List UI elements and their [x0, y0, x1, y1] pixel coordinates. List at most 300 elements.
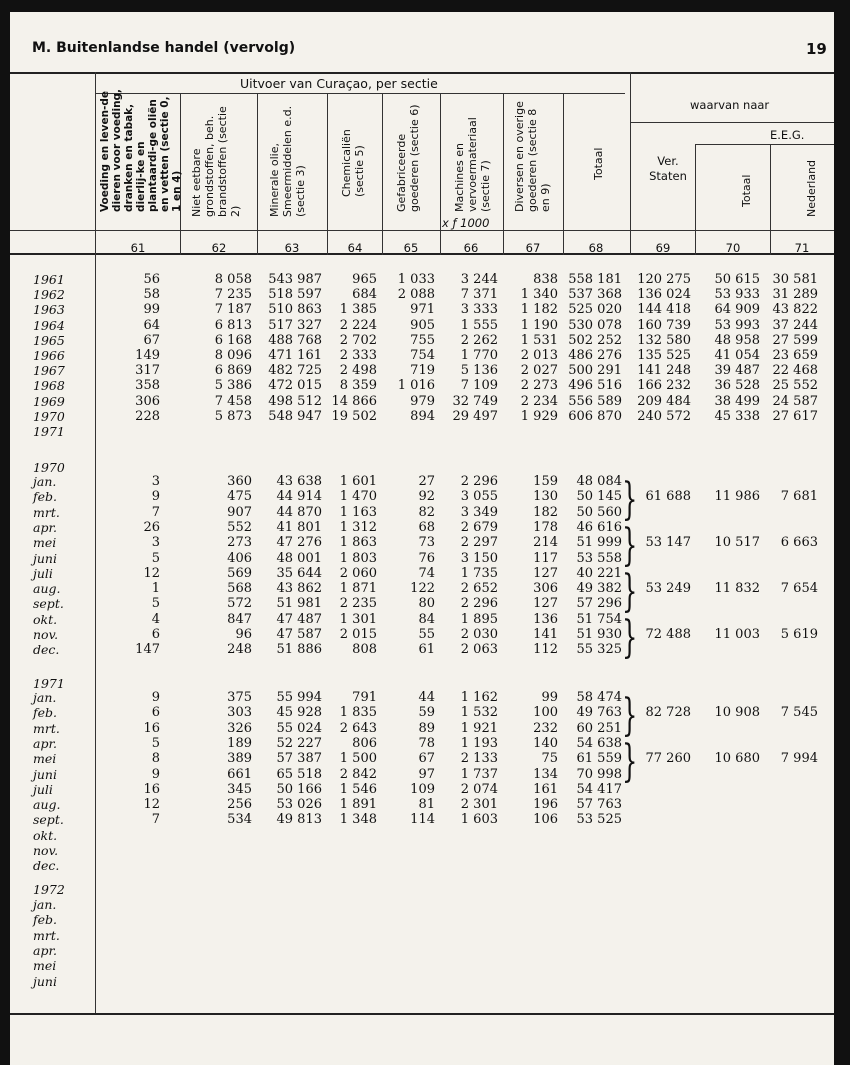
table-cell: 54 417: [576, 781, 622, 797]
table-cell: 55 024: [276, 720, 322, 736]
table-cell: 73: [418, 535, 435, 551]
table-cell: 64 909: [714, 302, 760, 318]
table-cell: 144 418: [637, 302, 691, 318]
row-label: 1966: [33, 348, 65, 363]
colnum-63: 63: [284, 241, 300, 255]
table-cell: 2 679: [460, 519, 498, 535]
month-1972-label: apr.: [33, 942, 58, 958]
table-row: [10, 828, 834, 844]
table-cell: 182: [533, 504, 558, 520]
table-cell: 486 276: [568, 348, 622, 363]
row-label: feb.: [33, 489, 57, 505]
colnum-65: 65: [403, 241, 419, 255]
colnum-61: 61: [130, 241, 146, 255]
table-cell: 27 617: [772, 408, 818, 424]
table-cell: 61: [418, 642, 435, 658]
row-label: feb.: [33, 705, 57, 721]
table-cell: 517 327: [268, 317, 322, 333]
quarter-brace: }: [622, 611, 638, 663]
table-cell: 1 340: [520, 287, 558, 303]
table-cell: 209 484: [637, 393, 691, 409]
table-row: [10, 551, 834, 567]
table-cell: 23 659: [772, 348, 818, 363]
table-cell: 147: [135, 642, 160, 658]
table-cell: 1 737: [460, 766, 498, 782]
table-row: [10, 642, 834, 658]
table-cell: 471 161: [268, 348, 322, 363]
table-cell: 568: [227, 581, 252, 597]
quarter-value: 11 003: [714, 627, 760, 642]
table-cell: 70 998: [576, 766, 622, 782]
table-cell: 51 754: [576, 611, 622, 627]
table-cell: 134: [533, 766, 558, 782]
row-label: sept.: [33, 596, 64, 612]
table-cell: 80: [418, 596, 435, 612]
table-cell: 1 385: [339, 302, 377, 318]
row-label: mei: [33, 535, 57, 551]
table-cell: 31 289: [772, 287, 818, 303]
table-cell: 2 235: [339, 596, 377, 612]
table-cell: 26: [143, 519, 160, 535]
row-label: sept.: [33, 812, 64, 828]
table-cell: 606 870: [568, 408, 622, 424]
table-row: [10, 596, 834, 612]
table-cell: 35 644: [276, 565, 322, 581]
table-cell: 7 458: [214, 393, 252, 409]
col66-header: Machines en vervoermateriaal (sectie 7): [453, 117, 492, 212]
colnum-68: 68: [588, 241, 604, 255]
quarter-value: 77 260: [645, 751, 691, 767]
table-cell: 2 296: [460, 474, 498, 489]
table-cell: 36 528: [714, 378, 760, 394]
table-cell: 2 063: [460, 642, 498, 658]
table-cell: 14 866: [331, 393, 377, 409]
table-cell: 2 060: [339, 565, 377, 581]
table-cell: 29 497: [452, 408, 498, 424]
table-cell: 2 702: [339, 332, 377, 348]
colnum-70: 70: [725, 241, 741, 255]
table-cell: 1 301: [339, 611, 377, 627]
quarter-brace: }: [622, 735, 638, 787]
table-row: [10, 505, 834, 521]
table-row: [10, 474, 834, 490]
table-cell: 67: [143, 332, 160, 348]
table-cell: 537 368: [568, 287, 622, 303]
table-row: [10, 581, 834, 597]
table-cell: 1 929: [520, 408, 558, 424]
row-label: juli: [33, 781, 53, 797]
table-cell: 178: [533, 519, 558, 535]
table-cell: 979: [410, 393, 435, 409]
quarter-brace: }: [622, 690, 638, 741]
table-cell: 68: [418, 519, 435, 535]
section-title: M. Buitenlandse handel (vervolg): [32, 40, 296, 56]
table-cell: 273: [227, 535, 252, 551]
table-cell: 160 739: [637, 317, 691, 333]
table-row: [10, 705, 834, 721]
table-cell: 51 930: [576, 627, 622, 642]
table-cell: 47 587: [276, 627, 322, 642]
table-cell: 196: [533, 797, 558, 813]
table-cell: 1 895: [460, 611, 498, 627]
table-cell: 488 768: [268, 332, 322, 348]
row-label: 1970: [33, 408, 65, 424]
table-cell: 306: [533, 581, 558, 597]
table-cell: 16: [143, 720, 160, 736]
row-label: 1971: [33, 424, 65, 439]
table-cell: 1: [151, 581, 160, 597]
month-1972-label: juni: [33, 973, 57, 989]
table-cell: 3 333: [460, 302, 498, 318]
table-cell: 684: [352, 287, 377, 303]
table-cell: 472 015: [268, 378, 322, 394]
table-cell: 48 084: [576, 474, 622, 489]
table-row: [10, 409, 834, 425]
table-cell: 74: [418, 565, 435, 581]
table-cell: 2 643: [339, 720, 377, 736]
colnum-66: 66: [463, 241, 479, 255]
table-cell: 141 248: [637, 363, 691, 379]
table-cell: 7 235: [214, 287, 252, 303]
table-row: [10, 612, 834, 628]
quarter-value: 72 488: [645, 627, 691, 642]
table-cell: 548 947: [268, 408, 322, 424]
table-cell: 808: [352, 642, 377, 658]
table-cell: 907: [227, 504, 252, 520]
table-cell: 326: [227, 720, 252, 736]
table-cell: 9: [151, 489, 160, 505]
table-row: [10, 287, 834, 303]
row-label: jan.: [33, 690, 57, 705]
table-cell: 159: [533, 474, 558, 489]
row-label: 1965: [33, 332, 65, 348]
col65-header: Gefabriceerde goederen (sectie 6): [395, 104, 421, 212]
table-cell: 496 516: [568, 378, 622, 394]
eeg-totaal-header: Totaal: [740, 174, 753, 207]
row-label: 1961: [33, 272, 65, 287]
quarter-value: 82 728: [645, 705, 691, 721]
table-cell: 30 581: [772, 272, 818, 287]
table-cell: 806: [352, 735, 377, 751]
table-cell: 1 532: [460, 705, 498, 721]
table-cell: 558 181: [568, 272, 622, 287]
table-row: [10, 751, 834, 767]
table-cell: 97: [418, 766, 435, 782]
table-cell: 1 603: [460, 812, 498, 828]
table-cell: 360: [227, 474, 252, 489]
table-cell: 43 862: [276, 581, 322, 597]
table-cell: 53 993: [714, 317, 760, 333]
table-cell: 9: [151, 690, 160, 705]
row-label: okt.: [33, 611, 58, 627]
table-cell: 12: [143, 797, 160, 813]
colnum-69: 69: [655, 241, 671, 255]
table-cell: 57 763: [576, 797, 622, 813]
table-cell: 67: [418, 751, 435, 767]
table-cell: 2 297: [460, 535, 498, 551]
quarter-value: 6 663: [780, 535, 818, 551]
table-cell: 100: [533, 705, 558, 721]
table-cell: 7 109: [460, 378, 498, 394]
ver-staten-header: Ver. Staten: [649, 154, 687, 183]
table-cell: 543 987: [268, 272, 322, 287]
waarvan-rule: [630, 122, 834, 123]
table-cell: 117: [533, 550, 558, 566]
row-label: juni: [33, 766, 57, 782]
table-cell: 1 871: [339, 581, 377, 597]
table-cell: 43 638: [276, 474, 322, 489]
quarter-value: 7 681: [780, 489, 818, 505]
table-cell: 44 870: [276, 504, 322, 520]
waarvan-naar: waarvan naar: [690, 98, 770, 112]
table-cell: 5 386: [214, 378, 252, 394]
table-cell: 141: [533, 627, 558, 642]
quarter-value: 7 994: [780, 751, 818, 767]
eeg-label: E.E.G.: [770, 128, 805, 142]
quarter-brace: }: [622, 565, 638, 617]
table-cell: 96: [235, 627, 252, 642]
quarter-value: 53 249: [645, 581, 691, 597]
colnum-71: 71: [794, 241, 810, 255]
table-cell: 39 487: [714, 363, 760, 379]
table-cell: 2 301: [460, 797, 498, 813]
table-cell: 525 020: [568, 302, 622, 318]
group-title: Uitvoer van Curaçao, per sectie: [240, 76, 438, 91]
table-cell: 894: [410, 408, 435, 424]
table-cell: 1 863: [339, 535, 377, 551]
table-cell: 149: [135, 348, 160, 363]
table-cell: 1 735: [460, 565, 498, 581]
table-row: [10, 489, 834, 505]
table-cell: 12: [143, 565, 160, 581]
table-cell: 2 015: [339, 627, 377, 642]
table-cell: 1 182: [520, 302, 558, 318]
table-cell: 1 016: [397, 378, 435, 394]
table-cell: 82: [418, 504, 435, 520]
table-cell: 57 296: [576, 596, 622, 612]
row-label: mrt.: [33, 720, 60, 736]
table-cell: 556 589: [568, 393, 622, 409]
table-cell: 1 190: [520, 317, 558, 333]
table-cell: 8 359: [339, 378, 377, 394]
table-row: [10, 394, 834, 410]
table-cell: 971: [410, 302, 435, 318]
quarter-value: 10 517: [714, 535, 760, 551]
table-cell: 2 234: [520, 393, 558, 409]
table-row: [10, 690, 834, 706]
table-cell: 56: [143, 272, 160, 287]
table-cell: 1 162: [460, 690, 498, 705]
row-label: juli: [33, 565, 53, 581]
table-cell: 1 193: [460, 735, 498, 751]
table-cell: 52 227: [276, 735, 322, 751]
table-cell: 345: [227, 781, 252, 797]
colnum-67: 67: [525, 241, 541, 255]
col62-header: Niet eetbare grondstoffen, beh. brandstoffen (sectie 2): [190, 106, 242, 217]
row-label: aug.: [33, 797, 61, 813]
table-row: [10, 302, 834, 318]
table-row: [10, 378, 834, 394]
table-cell: 127: [533, 565, 558, 581]
col68-header: Totaal: [592, 147, 605, 180]
table-cell: 135 525: [637, 348, 691, 363]
table-row: [10, 318, 834, 334]
table-cell: 189: [227, 735, 252, 751]
table-cell: 6 168: [214, 332, 252, 348]
table-cell: 19 502: [331, 408, 377, 424]
quarter-value: 7 545: [780, 705, 818, 721]
table-cell: 1 163: [339, 504, 377, 520]
table-cell: 7: [151, 504, 160, 520]
table-row: [10, 520, 834, 536]
page: [10, 12, 834, 1065]
table-cell: 81: [418, 797, 435, 813]
table-cell: 54 638: [576, 735, 622, 751]
row-label: 1968: [33, 378, 65, 394]
table-cell: 166 232: [637, 378, 691, 394]
col64-header: Chemicaliën (sectie 5): [340, 129, 366, 197]
table-cell: 530 078: [568, 317, 622, 333]
month-1972-label: jan.: [33, 897, 57, 912]
table-cell: 510 863: [268, 302, 322, 318]
table-cell: 50 560: [576, 504, 622, 520]
table-cell: 1 470: [339, 489, 377, 505]
table-cell: 3: [151, 535, 160, 551]
colnum-64: 64: [347, 241, 363, 255]
table-cell: 1 546: [339, 781, 377, 797]
quarter-value: 10 680: [714, 751, 760, 767]
row-label: okt.: [33, 827, 58, 843]
table-cell: 6 869: [214, 363, 252, 379]
row-label: 1962: [33, 287, 65, 303]
table-cell: 140: [533, 735, 558, 751]
table-cell: 5: [151, 550, 160, 566]
table-cell: 7 187: [214, 302, 252, 318]
table-cell: 9: [151, 766, 160, 782]
table-cell: 48 001: [276, 550, 322, 566]
table-row: [10, 843, 834, 859]
table-cell: 2 224: [339, 317, 377, 333]
table-cell: 122: [410, 581, 435, 597]
quarter-value: 7 654: [780, 581, 818, 597]
table-cell: 49 813: [276, 812, 322, 828]
row-label: jan.: [33, 474, 57, 489]
table-cell: 2 842: [339, 766, 377, 782]
table-row: [10, 535, 834, 551]
table-cell: 5 136: [460, 363, 498, 379]
row-label: dec.: [33, 858, 60, 874]
col61-header: Voeding en leven-de dieren voor voeding, dranken en tabak, dierlij-ke en plantaardi-ge oliën en vetten (sectie 0, 1 en 4): [99, 88, 183, 212]
row-label: nov.: [33, 843, 59, 858]
quarter-value: 53 147: [645, 535, 691, 551]
table-cell: 406: [227, 550, 252, 566]
table-cell: 78: [418, 735, 435, 751]
table-cell: 2 074: [460, 781, 498, 797]
table-cell: 317: [135, 363, 160, 379]
table-cell: 228: [135, 408, 160, 424]
table-cell: 2 030: [460, 627, 498, 642]
table-cell: 1 555: [460, 317, 498, 333]
table-cell: 754: [410, 348, 435, 363]
table-cell: 6: [151, 705, 160, 721]
table-cell: 65 518: [276, 766, 322, 782]
table-cell: 2 088: [397, 287, 435, 303]
table-cell: 1 921: [460, 720, 498, 736]
table-cell: 127: [533, 596, 558, 612]
row-label: apr.: [33, 735, 58, 751]
table-cell: 24 587: [772, 393, 818, 409]
table-cell: 1 835: [339, 705, 377, 721]
unit-label: x ƒ 1000: [442, 216, 490, 230]
table-cell: 58: [143, 287, 160, 303]
table-cell: 50 145: [576, 489, 622, 505]
table-row: [10, 272, 834, 288]
table-cell: 22 468: [772, 363, 818, 379]
table-cell: 27 599: [772, 332, 818, 348]
table-cell: 2 262: [460, 332, 498, 348]
table-cell: 1 601: [339, 474, 377, 489]
table-cell: 38 499: [714, 393, 760, 409]
table-cell: 51 886: [276, 642, 322, 658]
table-cell: 37 244: [772, 317, 818, 333]
table-cell: 5: [151, 735, 160, 751]
table-cell: 303: [227, 705, 252, 721]
page-number: 19: [806, 40, 827, 58]
table-cell: 1 891: [339, 797, 377, 813]
table-cell: 49 763: [576, 705, 622, 721]
table-cell: 51 981: [276, 596, 322, 612]
table-cell: 114: [410, 812, 435, 828]
table-cell: 45 338: [714, 408, 760, 424]
table-cell: 84: [418, 611, 435, 627]
table-cell: 2 273: [520, 378, 558, 394]
table-cell: 6: [151, 627, 160, 642]
table-cell: 130: [533, 489, 558, 505]
table-cell: 2 652: [460, 581, 498, 597]
table-cell: 755: [410, 332, 435, 348]
table-cell: 4: [151, 611, 160, 627]
table-cell: 965: [352, 272, 377, 287]
quarter-brace: }: [622, 519, 638, 571]
table-row: [10, 721, 834, 737]
row-label: nov.: [33, 627, 59, 642]
table-row: [10, 797, 834, 813]
table-cell: 256: [227, 797, 252, 813]
table-cell: 719: [410, 363, 435, 379]
table-cell: 7: [151, 812, 160, 828]
table-cell: 46 616: [576, 519, 622, 535]
table-cell: 50 166: [276, 781, 322, 797]
table-cell: 3 055: [460, 489, 498, 505]
top-rule: [10, 72, 834, 74]
table-cell: 53 026: [276, 797, 322, 813]
table-cell: 8 058: [214, 272, 252, 287]
table-cell: 55: [418, 627, 435, 642]
table-cell: 53 525: [576, 812, 622, 828]
table-cell: 3 349: [460, 504, 498, 520]
table-cell: 106: [533, 812, 558, 828]
table-cell: 8: [151, 751, 160, 767]
table-cell: 482 725: [268, 363, 322, 379]
table-cell: 5: [151, 596, 160, 612]
table-cell: 1 033: [397, 272, 435, 287]
table-cell: 2 296: [460, 596, 498, 612]
table-cell: 136: [533, 611, 558, 627]
table-cell: 502 252: [568, 332, 622, 348]
table-cell: 89: [418, 720, 435, 736]
table-cell: 572: [227, 596, 252, 612]
table-cell: 40 221: [576, 565, 622, 581]
